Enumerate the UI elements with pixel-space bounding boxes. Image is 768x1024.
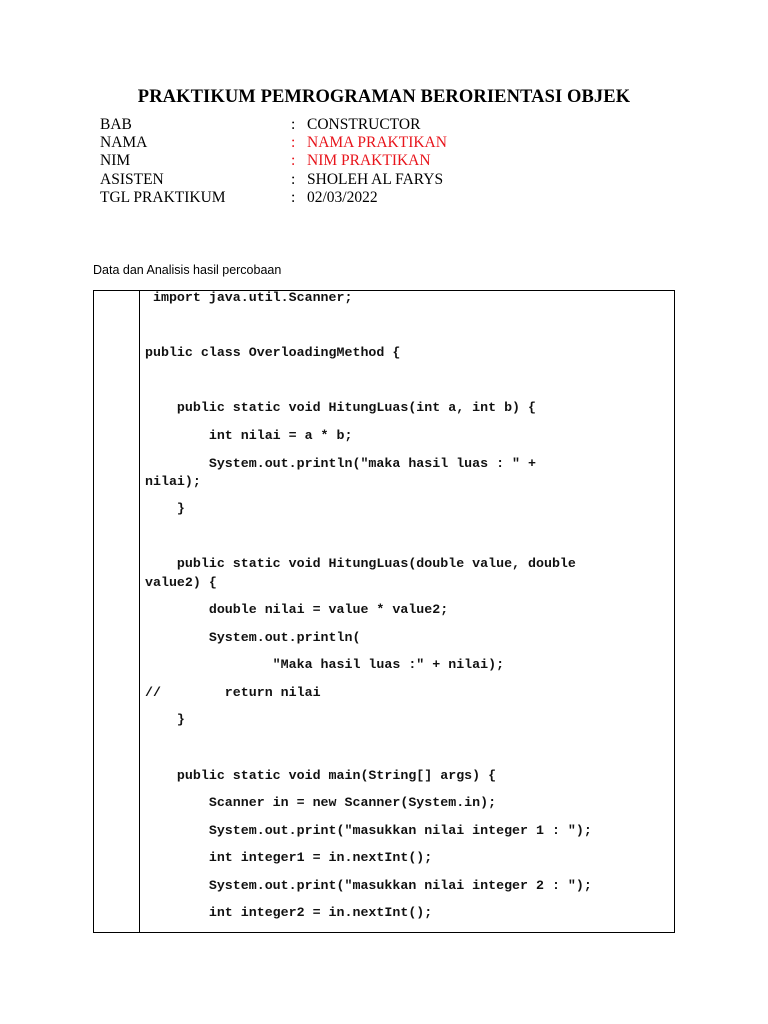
meta-row-asisten	[100, 171, 447, 189]
metadata-block	[100, 116, 447, 207]
code-line: int nilai = a * b;	[145, 427, 353, 443]
code-line: "Maka hasil luas :" + nilai);	[145, 657, 505, 673]
meta-value: NAMA PRAKTIKAN	[307, 134, 447, 152]
meta-label: TGL PRAKTIKUM	[100, 188, 226, 206]
meta-row-nim	[100, 152, 447, 170]
code-line: System.out.print("masukkan nilai integer 2 : ");	[145, 877, 592, 893]
code-line: System.out.println(	[145, 629, 361, 645]
code-line-continuation: value2) {	[145, 574, 217, 590]
line-number-column-divider	[139, 291, 140, 932]
meta-label: NAMA	[100, 134, 148, 152]
meta-value: 02/03/2022	[307, 188, 378, 206]
meta-separator: :	[291, 116, 296, 133]
code-line: System.out.print("masukkan nilai integer 1 : ");	[145, 822, 592, 838]
code-line: public class OverloadingMethod {	[145, 345, 401, 361]
code-line	[145, 526, 673, 554]
code-line: import java.util.Scanner;	[145, 290, 353, 305]
meta-label: NIM	[100, 152, 131, 170]
code-line: public static void HitungLuas(int a, int b) {	[145, 400, 536, 416]
meta-value: NIM PRAKTIKAN	[307, 152, 431, 170]
meta-separator: :	[291, 188, 296, 206]
code-line: public static void HitungLuas(double value, double	[145, 556, 576, 572]
meta-value: CONSTRUCTOR	[307, 116, 421, 133]
code-line: }	[145, 712, 185, 728]
document-title: PRAKTIKUM PEMROGRAMAN BERORIENTASI OBJEK	[137, 87, 631, 107]
meta-label: ASISTEN	[100, 170, 164, 188]
meta-row-nama	[100, 134, 447, 152]
meta-value: SHOLEH AL FARYS	[307, 170, 444, 188]
meta-row-tgl-praktikum	[100, 189, 447, 207]
code-line: }	[145, 501, 185, 517]
section-label: Data dan Analisis hasil percobaan	[93, 263, 282, 277]
code-line: System.out.println("maka hasil luas : " +	[145, 455, 536, 471]
code-line	[145, 370, 673, 398]
meta-separator: :	[291, 152, 296, 170]
code-line-continuation: nilai);	[145, 473, 201, 489]
code-line: public static void main(String[] args) {	[145, 767, 497, 783]
code-line	[145, 737, 673, 765]
code-line: int integer2 = in.nextInt();	[145, 905, 433, 921]
code-line	[145, 315, 673, 343]
code-listing	[145, 287, 673, 930]
meta-separator: :	[291, 170, 296, 188]
code-comment-line: // return nilai	[145, 684, 321, 700]
meta-separator red: :	[291, 134, 296, 152]
meta-row-bab	[100, 116, 447, 134]
code-line: int integer1 = in.nextInt();	[145, 850, 433, 866]
code-line: double nilai = value * value2;	[145, 601, 449, 617]
code-line: Scanner in = new Scanner(System.in);	[145, 795, 497, 811]
meta-label: BAB	[100, 116, 132, 133]
